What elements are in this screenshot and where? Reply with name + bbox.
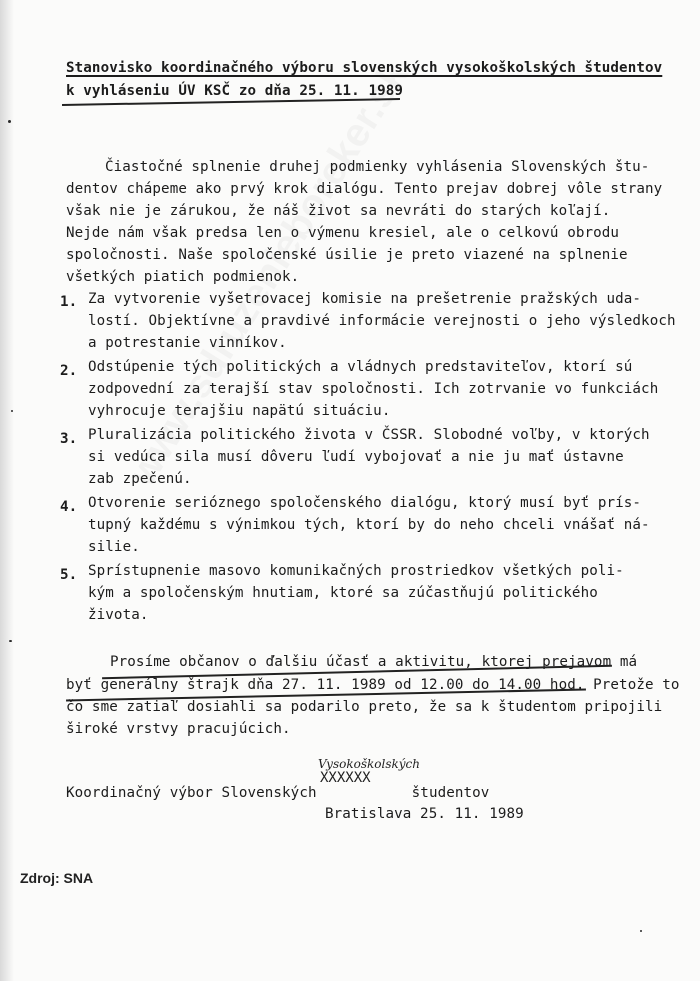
condition-4-line-1: Otvorenie serióznego spoločenského dialógu, ktorý musí byť prís- [88, 495, 642, 511]
body-line-2: dentov chápeme ako prvý krok dialógu. Tento prejav dobrej vôle strany [66, 181, 663, 197]
handwritten-insert: Vysokoškolských [318, 757, 420, 771]
scan-speck [640, 930, 642, 932]
condition-2-line-2: zodpovední za terajší stav spoločnosti. Ich zotrvanie vo funkciách [88, 381, 659, 397]
appeal-line-4: široké vrstvy pracujúcich. [66, 721, 291, 737]
title-line-1: Stanovisko koordinačného výboru slovenských vysokoškolských študentov [66, 60, 663, 76]
condition-3-line-3: zab zpečenú. [88, 471, 192, 487]
body-line-4: Nejde nám však predsa len o výmenu kresiel, ale o celkovú obrodu [66, 225, 620, 241]
scan-speck [8, 120, 11, 123]
condition-3-line-1: Pluralizácia politického života v ČSSR. Slobodné voľby, v ktorých [88, 427, 650, 443]
condition-1-line-1: Za vytvorenie vyšetrovacej komisie na prešetrenie pražských uda- [88, 291, 642, 307]
condition-4-line-3: silie. [88, 539, 140, 555]
condition-2-line-3: vyhrocuje terajšiu napätú situáciu. [88, 403, 391, 419]
condition-5-number: 5. [60, 567, 78, 583]
condition-1-line-3: a potrestanie vinníkov. [88, 335, 287, 351]
scan-speck [11, 410, 13, 412]
condition-5-line-1: Sprístupnenie masovo komunikačných prostriedkov všetkých poli- [88, 563, 624, 579]
struck-out-word: XXXXXX [320, 770, 371, 786]
body-line-6: všetkých piatich podmienok. [66, 269, 300, 285]
title-line-2: k vyhláseniu ÚV KSČ zo dňa 25. 11. 1989 [66, 83, 404, 99]
appeal-line-1: Prosíme občanov o ďalšiu účasť a aktivitu, ktorej prejavom má [110, 654, 638, 670]
scan-speck [9, 640, 12, 642]
condition-4-number: 4. [60, 499, 78, 515]
condition-3-line-2: si vedúca sila musí dôveru ľudí vybojovať a nie ju mať ústavne [88, 449, 624, 465]
condition-4-line-2: tupný každému s výnimkou tých, ktorí by do neho chceli vnášať ná- [88, 517, 650, 533]
appeal-line-3: čo sme zatiaľ dosiahli sa podarilo preto, že sa k študentom pripojili [66, 699, 663, 715]
condition-2-line-1: Odstúpenie tých politických a vládnych predstaviteľov, ktorí sú [88, 359, 633, 375]
scan-edge-shadow [0, 0, 14, 981]
body-line-1: Čiastočné splnenie druhej podmienky vyhlásenia Slovenských štu- [105, 159, 650, 175]
condition-5-line-3: života. [88, 607, 149, 623]
signature-line: Koordinačný výbor Slovenských študentov [66, 785, 490, 801]
source-note: Zdroj: SNA [20, 870, 94, 886]
condition-3-number: 3. [60, 431, 78, 447]
appeal-line-2: byť generálny štrajk dňa 27. 11. 1989 od 12.00 do 14.00 hod. Pretože to [66, 677, 680, 693]
condition-1-line-2: lostí. Objektívne a pravdivé informácie verejnosti o jeho výsledkoch [88, 313, 676, 329]
body-line-3: však nie je zárukou, že náš život sa nevráti do starých koľají. [66, 203, 611, 219]
condition-5-line-2: kým a spoločenským hnutiam, ktoré sa zúčastňujú politického [88, 585, 598, 601]
condition-2-number: 2. [60, 363, 78, 379]
condition-1-number: 1. [60, 294, 78, 310]
place-and-date: Bratislava 25. 11. 1989 [325, 806, 524, 822]
body-line-5: spoločnosti. Naše spoločenské úsilie je preto viazené na splnenie [66, 247, 628, 263]
